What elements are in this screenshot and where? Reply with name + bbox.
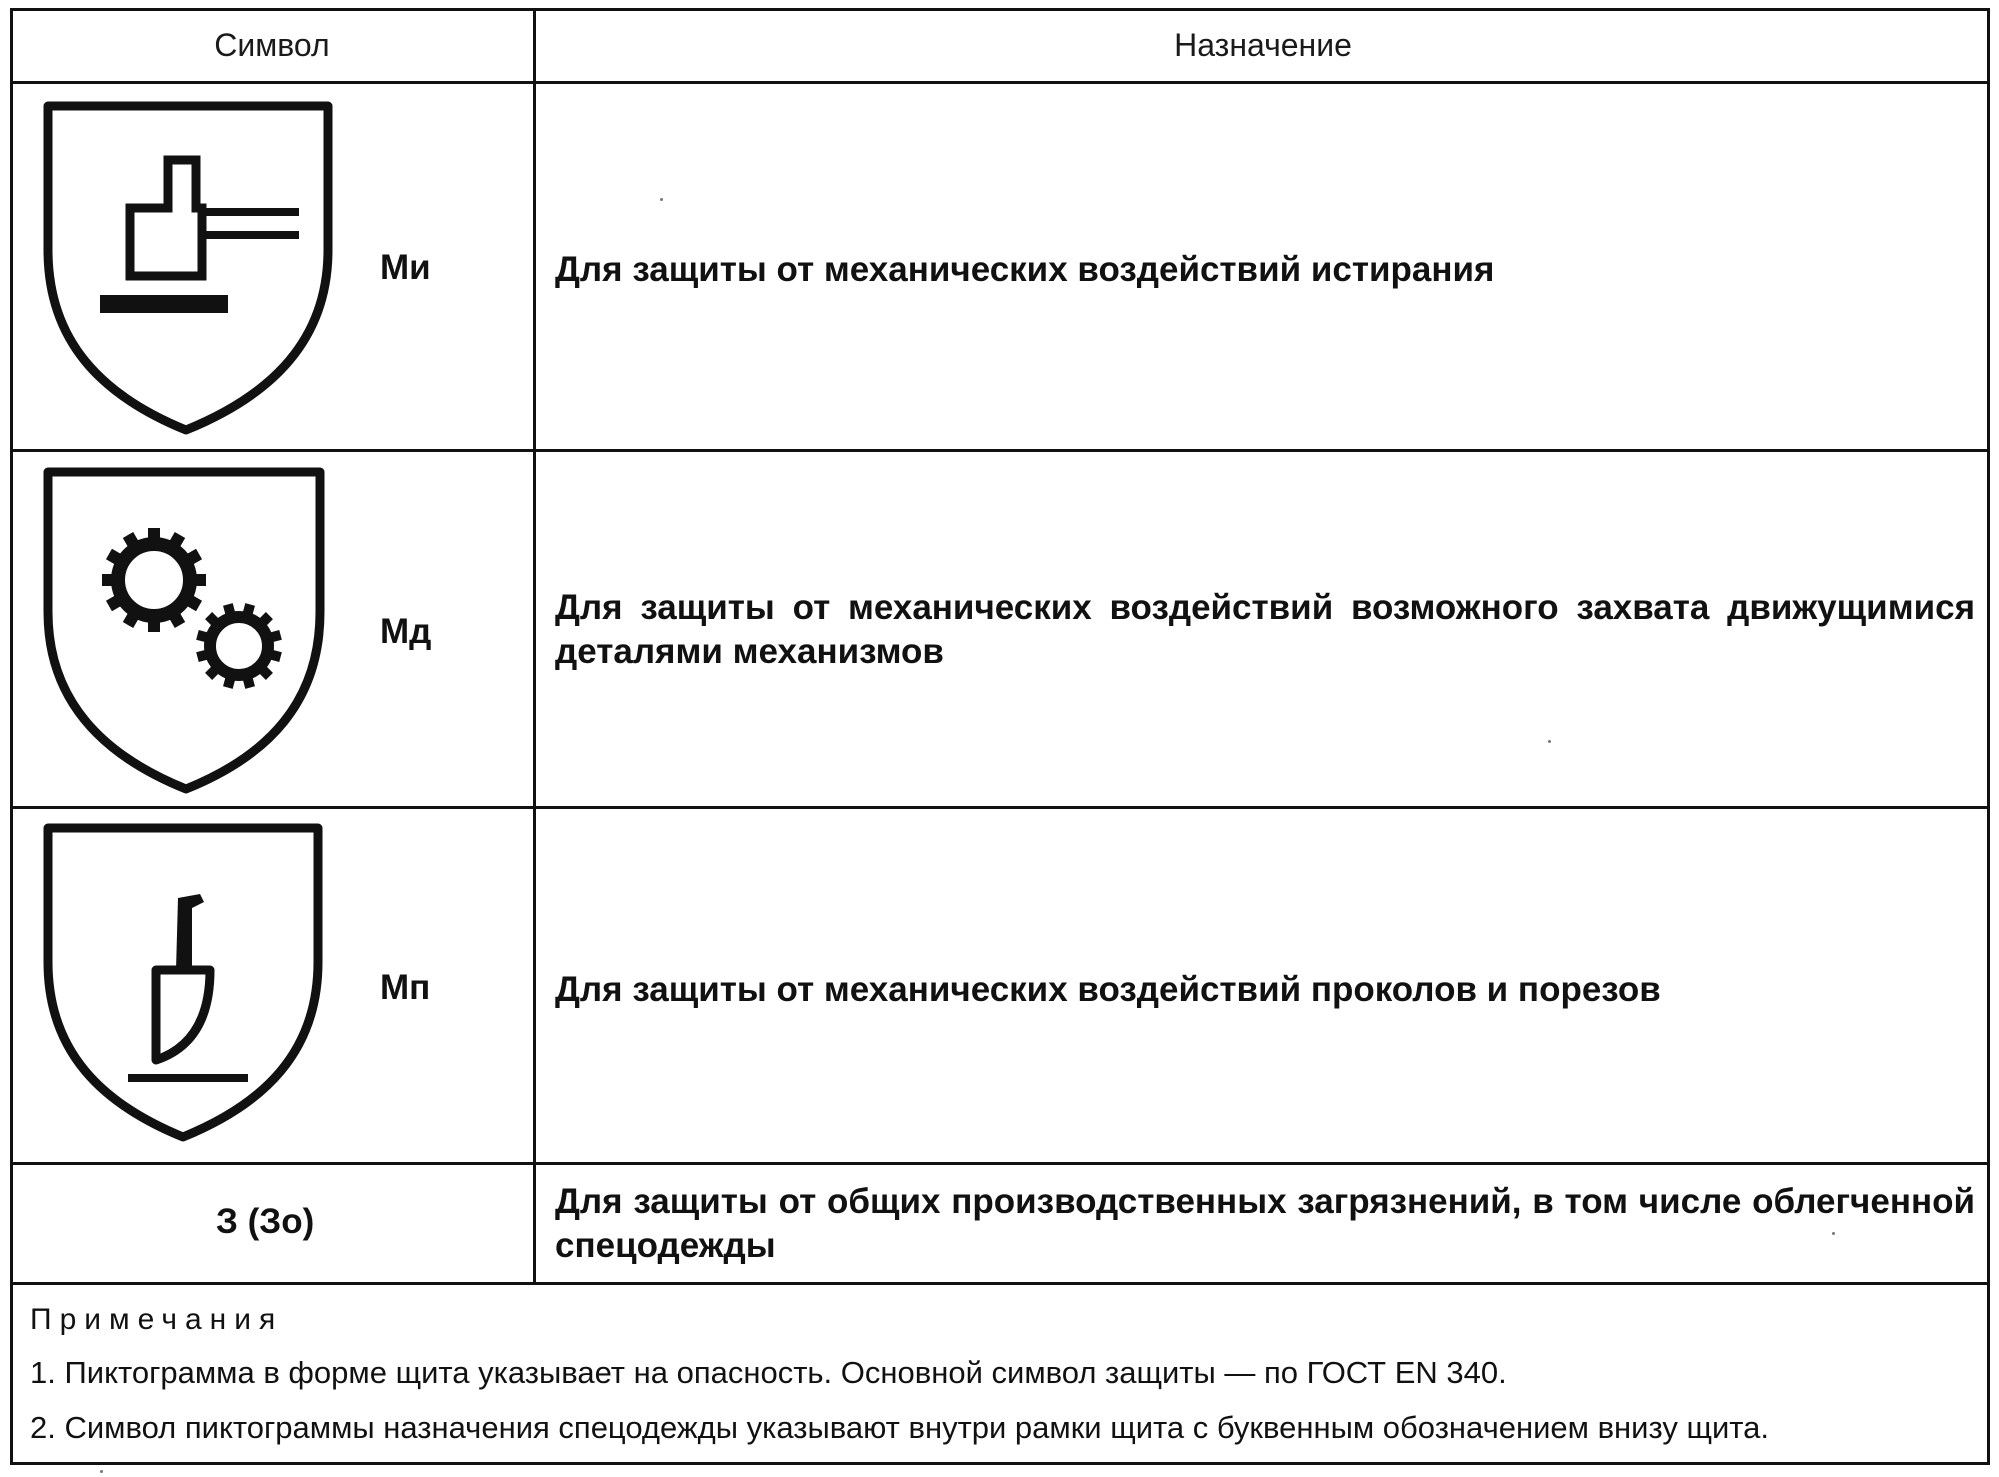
shield-abrasion-icon <box>42 100 342 441</box>
row-divider <box>10 806 1990 809</box>
description-knife: Для защиты от механических воздействий проколов и порезов <box>555 970 1661 1009</box>
scan-speck <box>1832 1232 1835 1235</box>
code-mi: Ми <box>380 248 431 287</box>
description-abrasion: Для защиты от механических воздействий истирания <box>555 250 1495 289</box>
scan-speck <box>1548 740 1551 743</box>
notes-divider <box>10 1282 1990 1285</box>
scan-speck <box>660 198 663 201</box>
row-divider <box>10 449 1990 452</box>
note-item: 2. Символ пиктограммы назначения спецодежды указывают внутри рамки щита с буквенным обозначением внизу щита. <box>30 1410 1769 1445</box>
description-gears: Для защиты от механических воздействий возможного захвата движущимися деталями механизмов <box>555 588 1975 671</box>
header-purpose: Назначение <box>1174 27 1352 63</box>
shield-knife-icon <box>42 822 332 1147</box>
notes-title: Примечания <box>30 1303 284 1336</box>
code-z: З (Зо) <box>216 1202 315 1241</box>
code-md: Мд <box>380 612 432 651</box>
scan-speck <box>100 1470 103 1473</box>
column-divider <box>533 8 536 1284</box>
header-symbol: Символ <box>214 27 330 63</box>
code-mp: Мп <box>380 968 431 1007</box>
note-item: 1. Пиктограмма в форме щита указывает на опасность. Основной символ защиты — по ГОСТ EN 340. <box>30 1355 1507 1390</box>
shield-gears-icon <box>42 466 332 801</box>
row-divider <box>10 1162 1990 1165</box>
description-contamination: Для защиты от общих производственных загрязнений, в том числе облегченной спецодежды <box>555 1182 1975 1265</box>
